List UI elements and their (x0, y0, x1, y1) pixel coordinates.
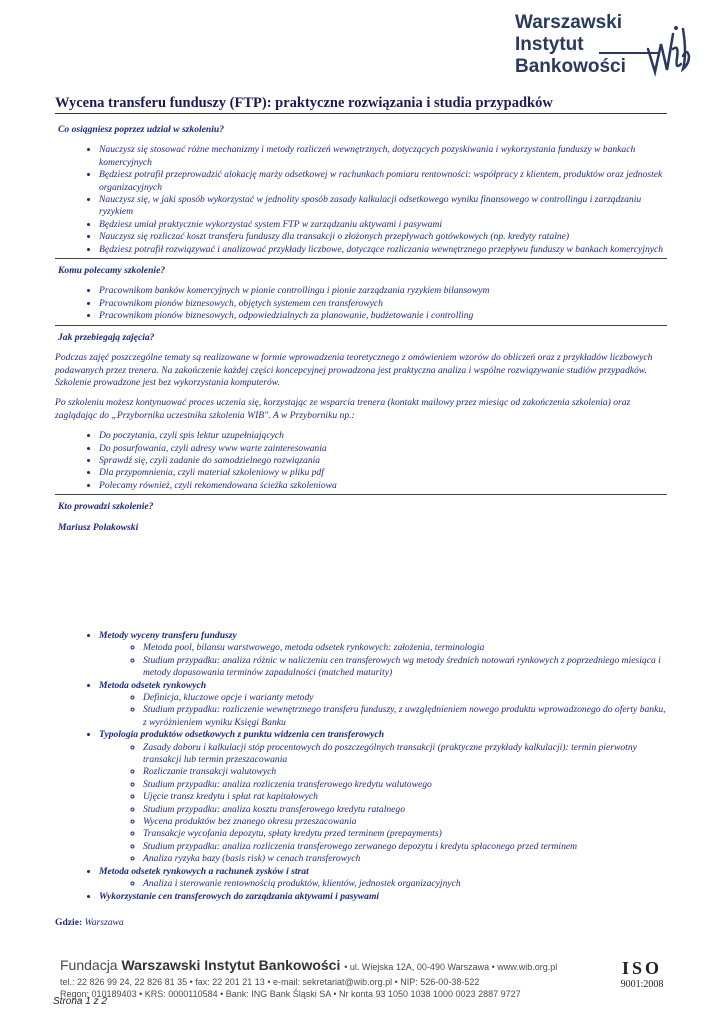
program-subtopic: ◦ Studium przypadku: analiza różnic w naliczeniu cen transferowych wg metody średnich notowań rynkowych z poprzedniego miesiąca i metody dopasowania terminów zapadalności (matched maturity) (143, 655, 667, 680)
logo-text: Warszawski Instytut Bankowości (515, 12, 626, 77)
list-item: • Pracownikom pionów biznesowych, odpowiedzialnych za planowanie, budżetowanie i controlling (99, 310, 667, 322)
audience-heading: Komu polecamy szkolenie? (58, 265, 166, 277)
divider (55, 325, 667, 326)
program-subtopic: ◦ Studium przypadku: analiza rozliczenia transferowego zerwanego depozytu i kredytu spłaconego przed terminem (143, 841, 667, 853)
program-subtopic: ◦ Transakcje wycofania depozytu, spłaty kredytu przed terminem (prepayments) (143, 828, 667, 840)
program-subtopic: ◦ Analiza ryzyka bazy (basis risk) w cenach transferowych (143, 853, 667, 865)
footer-prefix: Fundacja (60, 957, 118, 973)
location-value: Warszawa (84, 916, 124, 928)
program-subtopics (99, 642, 667, 679)
page-number: Strona 1 z 2 (53, 996, 107, 1007)
program-topic (99, 891, 667, 903)
toolbox-list (55, 430, 667, 492)
list-item: • Dla przypomnienia, czyli materiał szkoleniowy w pliku pdf (99, 467, 667, 479)
divider (55, 494, 667, 495)
gains-heading: Co osiągniesz poprzez udział w szkoleniu? (58, 124, 225, 135)
course-paragraph-2: Po szkoleniu możesz kontynuować proces uczenia się, korzystając ze wsparcia trenera (kontakt mailowy przez miesiąc od zakończenia szkolenia) oraz zaglądając do „Przybornika uczestnika szkolenia WIB". A w Przyborniku np.: (55, 397, 631, 421)
program-subtopics (99, 692, 667, 729)
program-topic (99, 866, 667, 891)
footer-registry: Regon: 010189403 • KRS: 0000110584 • Bank: ING Bank Śląski SA • Nr konta 93 1050 1038 1000 0023 2887 9727 (60, 989, 521, 999)
list-item: • Sprawdź się, czyli zadanie do samodzielnego rozwiązania (99, 455, 667, 467)
program-topic-title: Wykorzystanie cen transferowych do zarządzania aktywami i pasywami (99, 890, 380, 902)
list-item: • Będziesz umiał praktycznie wykorzystać system FTP w zarządzaniu aktywami i pasywami (99, 219, 667, 231)
list-item: • Będziesz potrafił przeprowadzić alokację marży odsetkowej w rachunkach pomiaru rentowności: współpracy z klientem, produktów oraz jednostek organizacyjnych (99, 169, 667, 194)
audience-list (55, 285, 667, 322)
program-subtopic: ◦ Studium przypadku: analiza rozliczenia transferowego kredytu walutowego (143, 779, 667, 791)
program-topic-title: Metoda odsetek rynkowych (99, 679, 207, 691)
content (55, 118, 667, 929)
program-subtopic: ◦ Studium przypadku: analiza kosztu transferowego kredytu ratalnego (143, 804, 667, 816)
program-subtopic: ◦ Ujęcie transz kredytu i spłat rat kapitałowych (143, 791, 667, 803)
iso-label: ISO (621, 958, 663, 978)
gains-list (55, 144, 667, 256)
logo-signature (643, 14, 693, 84)
divider (55, 258, 667, 259)
program-topic (99, 729, 667, 865)
list-item: • Będziesz potrafił rozwiązywać i analizować przykłady liczbowe, dotyczące rozliczania wewnętrznego przepływu funduszy w bankach komercyjnych (99, 244, 667, 256)
page-title: Wycena transferu funduszy (FTP): praktyczne rozwiązania i studia przypadków (55, 95, 667, 114)
list-item: • Do poczytania, czyli spis lektur uzupełniających (99, 430, 667, 442)
footer (60, 956, 580, 1000)
footer-org-name: Warszawski Instytut Bankowości (121, 957, 341, 973)
list-item: • Polecamy również, czyli rekomendowana ścieżka szkoleniowa (99, 480, 667, 492)
iso-year: 9001:2008 (620, 979, 664, 990)
course-heading: Jak przebiegają zajęcia? (58, 331, 155, 343)
trainer-heading: Kto prowadzi szkolenie? (58, 501, 154, 513)
program-subtopic: ◦ Studium przypadku: rozliczenie wewnętrznego transferu funduszy, z uwzględnieniem nowego produktu wprowadzonego do oferty banku, z wyróżnieniem wyniku Księgi Banku (143, 704, 667, 729)
program-subtopics (99, 878, 667, 890)
list-item: • Nauczysz się rozliczać koszt transferu funduszy dla transakcji o złożonych przepływach gotówkowych (np. kredyty ratalne) (99, 231, 667, 243)
program-subtopic: ◦ Rozliczanie transakcji walutowych (143, 766, 667, 778)
program-list (55, 630, 667, 903)
program-topic (99, 680, 667, 730)
wib-logo (515, 12, 695, 92)
program-subtopic: ◦ Zasady doboru i kalkulacji stóp procentowych do poszczególnych transakcji (praktyczne przykłady kalkulacji): termin pierwotny transakcji lub termin przeszacowania (143, 742, 667, 767)
program-topic-title: Metoda odsetek rynkowych a rachunek zysków i strat (99, 865, 309, 877)
footer-address: • ul. Wiejska 12A, 00-490 Warszawa • www.wib.org.pl (344, 962, 558, 972)
course-paragraph-1: Podczas zajęć poszczególne tematy są realizowane w formie wprowadzenia teoretycznego z omówieniem wzorów do obliczeń oraz z przykładów liczbowych podawanych przez trenera. Na zakończenie każdej części koncepcyjnej prowadzona jest praktyczna analiza i wspólne rozwiązywanie studiów przypadków. Szkolenie prowadzone jest bez wykorzystania komputerów. (55, 352, 653, 388)
list-item: • Nauczysz się stosować różne mechanizmy i metody rozliczeń wewnętrznych, dotyczących pozyskiwania i wykorzystania funduszy w bankach komercyjnych (99, 144, 667, 169)
program-topic-title: Typologia produktów odsetkowych z punktu widzenia cen transferowych (99, 729, 385, 741)
location (55, 917, 667, 929)
list-item: • Nauczysz się, w jaki sposób wykorzystać w jednolity sposób zasady kalkulacji odsetkowego wyniku finansowego w controllingu i zarządzaniu ryzykiem (99, 194, 667, 219)
program-subtopic: ◦ Analiza i sterowanie rentownością produktów, klientów, jednostek organizacyjnych (143, 878, 667, 890)
program-subtopic: ◦ Definicja, kluczowe opcje i warianty metody (143, 692, 667, 704)
program-topic (99, 630, 667, 680)
iso-badge (612, 958, 672, 990)
program-subtopic: ◦ Wycena produktów bez znanego okresu przeszacowania (143, 816, 667, 828)
program-subtopics (99, 742, 667, 866)
program-topic-title: Metody wyceny transferu funduszy (99, 629, 237, 641)
trainer-name: Mariusz Polakowski (58, 521, 139, 533)
list-item: • Pracownikom banków komercyjnych w pionie controllingu i pionie zarządzania ryzykiem bilansowym (99, 285, 667, 297)
list-item: • Do posurfowania, czyli adresy www warte zainteresowania (99, 443, 667, 455)
footer-contact: tel.: 22 826 99 24, 22 826 81 35 • fax: 22 201 21 13 • e-mail: sekretariat@wib.org.pl • NIP: 526-00-38-522 (60, 977, 480, 987)
list-item: • Pracownikom pionów biznesowych, objętych systemem cen transferowych (99, 298, 667, 310)
program-subtopic: ◦ Metoda pool, bilansu warstwowego, metoda odsetek rynkowych: założenia, terminologia (143, 642, 667, 654)
location-label: Gdzie: (55, 916, 83, 928)
